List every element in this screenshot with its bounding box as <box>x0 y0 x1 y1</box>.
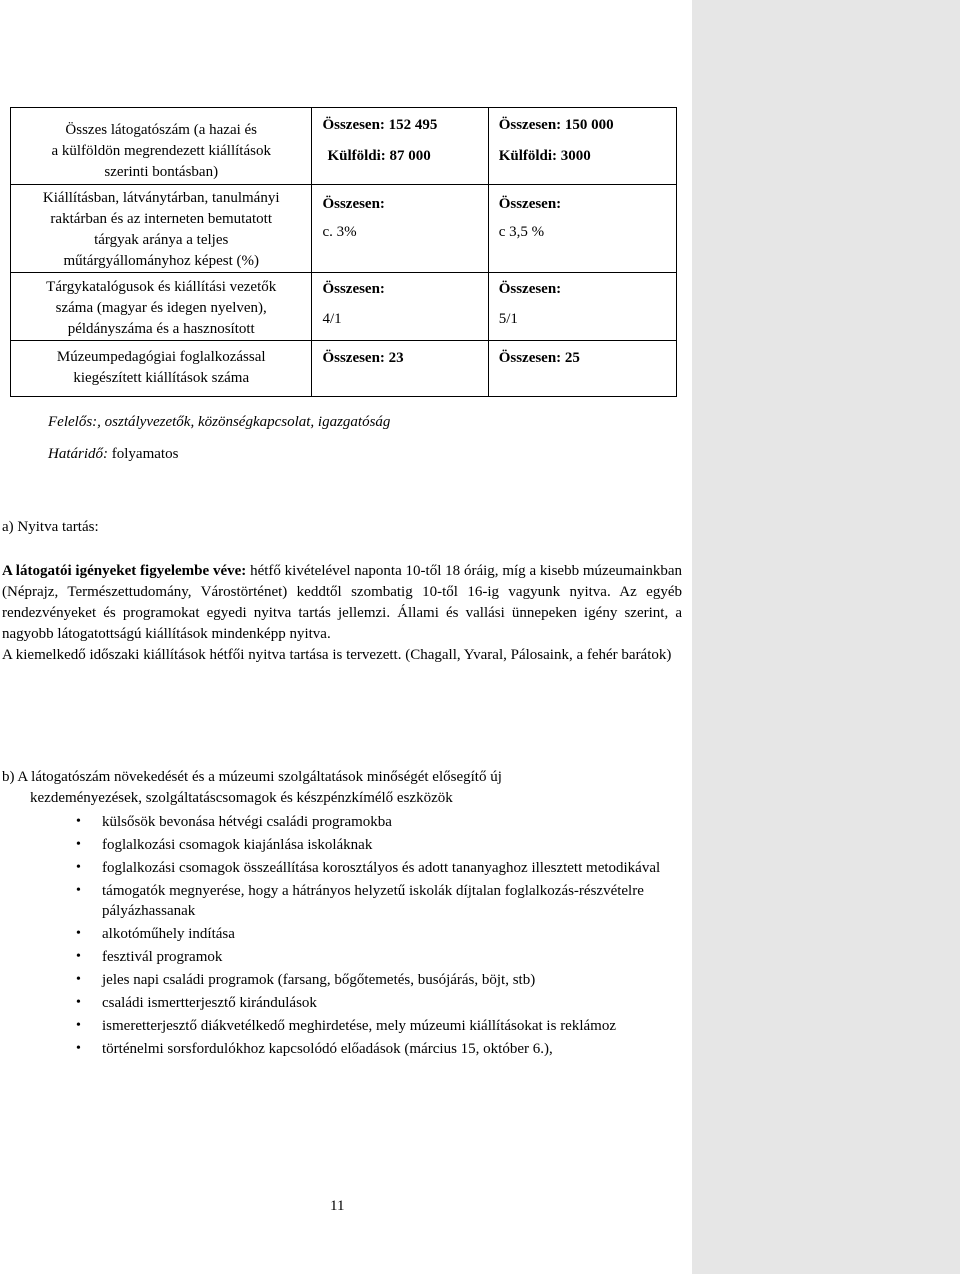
list-item-text: foglalkozási csomagok összeállítása korosztályos és adott tananyaghoz illesztett metodikával <box>102 860 661 876</box>
label-line: Tárgykatalógusok és kiállítási vezetők <box>46 279 277 295</box>
bullet-icon: • <box>76 814 81 829</box>
list-item-text: jeles napi családi programok (farsang, bőgőtemetés, busójárás, böjt, stb) <box>102 972 536 988</box>
section-a-paragraph <box>2 561 682 666</box>
page-number: 11 <box>330 1198 345 1214</box>
section-a-heading: a) Nyitva tartás: <box>2 519 99 535</box>
list-item-text: támogatók megnyerése, hogy a hátrányos helyzetű iskolák díjtalan foglalkozás-részvételre pályázhassanak <box>102 883 644 919</box>
value-cell <box>312 185 488 273</box>
label-line: Múzeumpedagógiai foglalkozással <box>56 349 266 365</box>
list-item <box>76 970 684 990</box>
deadline-line <box>48 446 178 463</box>
table-row <box>11 341 677 397</box>
list-item-text: külsősök bevonása hétvégi családi programokba <box>102 814 392 830</box>
count-value: 5/1 <box>498 311 518 327</box>
label-line: műtárgyállományhoz képest (%) <box>63 253 259 269</box>
percent-value: c 3,5 % <box>498 224 545 240</box>
deadline-value: folyamatos <box>108 446 179 462</box>
comment-margin <box>692 0 960 1274</box>
list-item <box>76 881 684 921</box>
bullet-icon: • <box>76 860 81 875</box>
total-label: Összesen: <box>498 281 562 297</box>
bullet-icon: • <box>76 949 81 964</box>
label-line: a külföldön megrendezett kiállítások <box>51 143 271 159</box>
bullet-icon: • <box>76 926 81 941</box>
table-row <box>11 108 677 185</box>
responsible-line: Felelős:, osztályvezetők, közönségkapcsolat, igazgatóság <box>48 414 391 430</box>
percent-value: c. 3% <box>322 224 357 240</box>
list-item <box>76 835 684 855</box>
label-line: raktárban és az interneten bemutatott <box>50 211 272 227</box>
label-line: Kiállításban, látványtárban, tanulmányi <box>42 190 280 206</box>
list-item <box>76 924 684 944</box>
total-label: Összesen: <box>498 196 562 212</box>
paragraph-text: hétfő kivételével naponta 10-től 18 óráig, míg a kisebb múzeumainkban (Néprajz, Természettudomány, Várostörténet) keddtől szombatig 10-től 16-ig vagyunk nyitva. Az egyéb rendezvényeket és programokat egyedi nyitva tartás jellemzi. Állami és vallási ünnepeken igény szerint, a nagyobb látogatottságú kiállítások mindenképp nyitva. <box>2 563 682 642</box>
heading-line: kezdeményezések, szolgáltatáscsomagok és készpénzkímélő eszközök <box>30 790 453 806</box>
list-item-text: történelmi sorsfordulókhoz kapcsolódó előadások (március 15, október 6.), <box>102 1041 553 1057</box>
statistics-table <box>10 107 677 397</box>
list-item-text: foglalkozási csomagok kiajánlása iskoláknak <box>102 837 373 853</box>
value-cell <box>488 108 676 185</box>
table-row <box>11 273 677 341</box>
bullet-icon: • <box>76 1018 81 1033</box>
value-cell <box>312 108 488 185</box>
total-value: Összesen: 152 495 <box>322 117 438 133</box>
section-b-heading <box>2 767 682 809</box>
bullet-icon: • <box>76 1041 81 1056</box>
value-cell <box>488 273 676 341</box>
deadline-label: Határidő: <box>48 446 108 462</box>
bullet-icon: • <box>76 995 81 1010</box>
row-label <box>11 185 312 273</box>
foreign-value: Külföldi: 87 000 <box>327 148 431 164</box>
value-cell <box>488 341 676 397</box>
bullet-icon: • <box>76 837 81 852</box>
bullet-icon: • <box>76 883 81 898</box>
list-item <box>76 1016 684 1036</box>
paragraph-text-2: A kiemelkedő időszaki kiállítások hétfői nyitva tartása is tervezett. (Chagall, Yvaral, Pálosaink, a fehér barátok) <box>2 647 672 663</box>
row-label <box>11 273 312 341</box>
label-line: tárgyak aránya a teljes <box>94 232 229 248</box>
total-label: Összesen: <box>322 196 385 212</box>
row-label <box>11 108 312 185</box>
label-line: példányszáma és a hasznosított <box>67 321 255 337</box>
count-value: 4/1 <box>322 311 342 327</box>
list-item-text: családi ismertterjesztő kirándulások <box>102 995 317 1011</box>
list-item <box>76 812 684 832</box>
heading-line: b) A látogatószám növekedését és a múzeumi szolgáltatások minőségét elősegítő új <box>2 769 502 785</box>
label-line: Összes látogatószám (a hazai és <box>65 122 258 138</box>
list-item <box>76 1039 684 1059</box>
list-item <box>76 993 684 1013</box>
total-value: Összesen: 150 000 <box>498 117 614 133</box>
total-label: Összesen: <box>322 281 385 297</box>
value-cell <box>312 341 488 397</box>
foreign-value: Külföldi: 3000 <box>498 148 591 164</box>
total-value: Összesen: 23 <box>322 350 404 366</box>
row-label <box>11 341 312 397</box>
initiatives-list <box>76 812 684 1062</box>
bold-lead: A látogatói igényeket figyelembe véve: <box>2 563 247 579</box>
label-line: kiegészített kiállítások száma <box>73 370 250 386</box>
label-line: száma (magyar és idegen nyelven), <box>55 300 267 316</box>
list-item-text: alkotóműhely indítása <box>102 926 235 942</box>
value-cell <box>488 185 676 273</box>
bullet-icon: • <box>76 972 81 987</box>
label-line: szerinti bontásban) <box>104 164 219 180</box>
table-row <box>11 185 677 273</box>
list-item-text: fesztivál programok <box>102 949 223 965</box>
list-item-text: ismeretterjesztő diákvetélkedő meghirdetése, mely múzeumi kiállításokat is reklámoz <box>102 1018 616 1034</box>
list-item <box>76 947 684 967</box>
total-value: Összesen: 25 <box>498 350 580 366</box>
value-cell <box>312 273 488 341</box>
list-item <box>76 858 684 878</box>
